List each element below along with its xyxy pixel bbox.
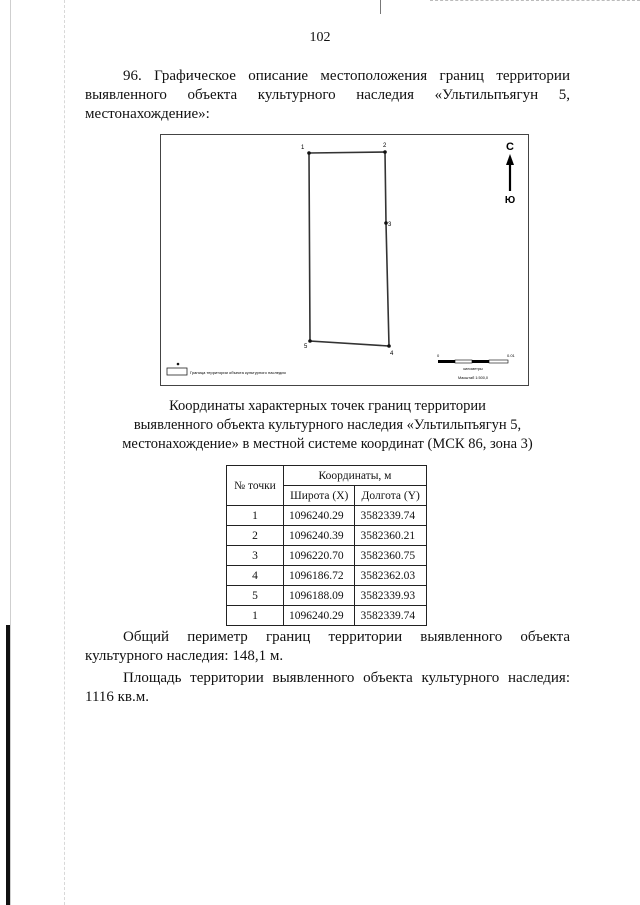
vertex-marker [383,150,387,154]
table-row [227,526,427,546]
header-latitude: Широта (X) [284,486,355,506]
coordinates-table [226,465,427,626]
section-heading: 96. Графическое описание местоположения границ территории выявленного объекта культурного наследия «Ультильпъягун 5, местонахождение»: [85,68,570,122]
scale-bar [437,353,516,380]
cell-x: 1096186.72 [284,566,355,586]
header-coordinates: Координаты, м [284,466,427,486]
caption-line: местонахождение» в местной системе координат (МСК 86, зона 3) [122,436,533,452]
vertex-label: 4 [390,351,394,357]
scale-right-label: 0.01 [507,353,515,358]
table-row [227,506,427,526]
vertex-label: 3 [388,222,392,228]
cell-x: 1096240.29 [284,606,355,626]
vertex-label: 2 [383,143,387,149]
cell-y: 3582339.74 [355,506,427,526]
cell-x: 1096220.70 [284,546,355,566]
cell-x: 1096188.09 [284,586,355,606]
table-row [227,546,427,566]
area-text: Площадь территории выявленного объекта культурного наследия: 1116 кв.м. [85,670,570,705]
boundary-polygon [309,152,389,346]
cell-point: 1 [227,606,284,626]
vertex-marker [308,339,312,343]
cell-y: 3582362.03 [355,566,427,586]
header-point: № точки [227,466,284,506]
map-legend [167,363,286,375]
map-svg [161,135,528,385]
cell-y: 3582360.75 [355,546,427,566]
perimeter-text: Общий периметр границ территории выявленного объекта культурного наследия: 148,1 м. [85,629,570,664]
legend-text: Граница территории объекта культурного наследия [190,370,286,375]
cell-x: 1096240.29 [284,506,355,526]
cell-point: 1 [227,506,284,526]
cell-point: 2 [227,526,284,546]
scan-top-dashed-line [430,0,640,1]
table-row [227,586,427,606]
north-arrow-icon [505,141,515,206]
table-row [227,566,427,586]
cell-point: 4 [227,566,284,586]
cell-point: 5 [227,586,284,606]
south-label: Ю [504,195,516,206]
vertex-label: 1 [301,145,305,151]
cell-y: 3582339.74 [355,606,427,626]
scan-edge-line [10,0,11,905]
scan-binding-mark [6,625,10,905]
scale-unit-label: километры [463,367,483,371]
vertex-label: 5 [304,344,308,350]
cell-point: 3 [227,546,284,566]
page-number: 102 [309,30,331,45]
north-label: С [506,141,514,153]
scan-top-mark [380,0,381,14]
table-row [227,606,427,626]
scan-edge-dashed-line [64,0,65,905]
caption-line: выявленного объекта культурного наследия «Ультильпъягун 5, [133,417,522,433]
boundary-map [160,134,529,386]
cell-x: 1096240.39 [284,526,355,546]
vertex-marker [387,344,391,348]
scale-ratio-label: Масштаб 1:500,0 [458,376,488,380]
header-longitude: Долгота (Y) [355,486,427,506]
legend-swatch [167,368,187,375]
caption-line: Координаты характерных точек границ территории [169,398,486,414]
cell-y: 3582339.93 [355,586,427,606]
cell-y: 3582360.21 [355,526,427,546]
table-caption [85,397,570,454]
vertex-marker [307,151,311,155]
scale-left-label: 0 [437,353,440,358]
